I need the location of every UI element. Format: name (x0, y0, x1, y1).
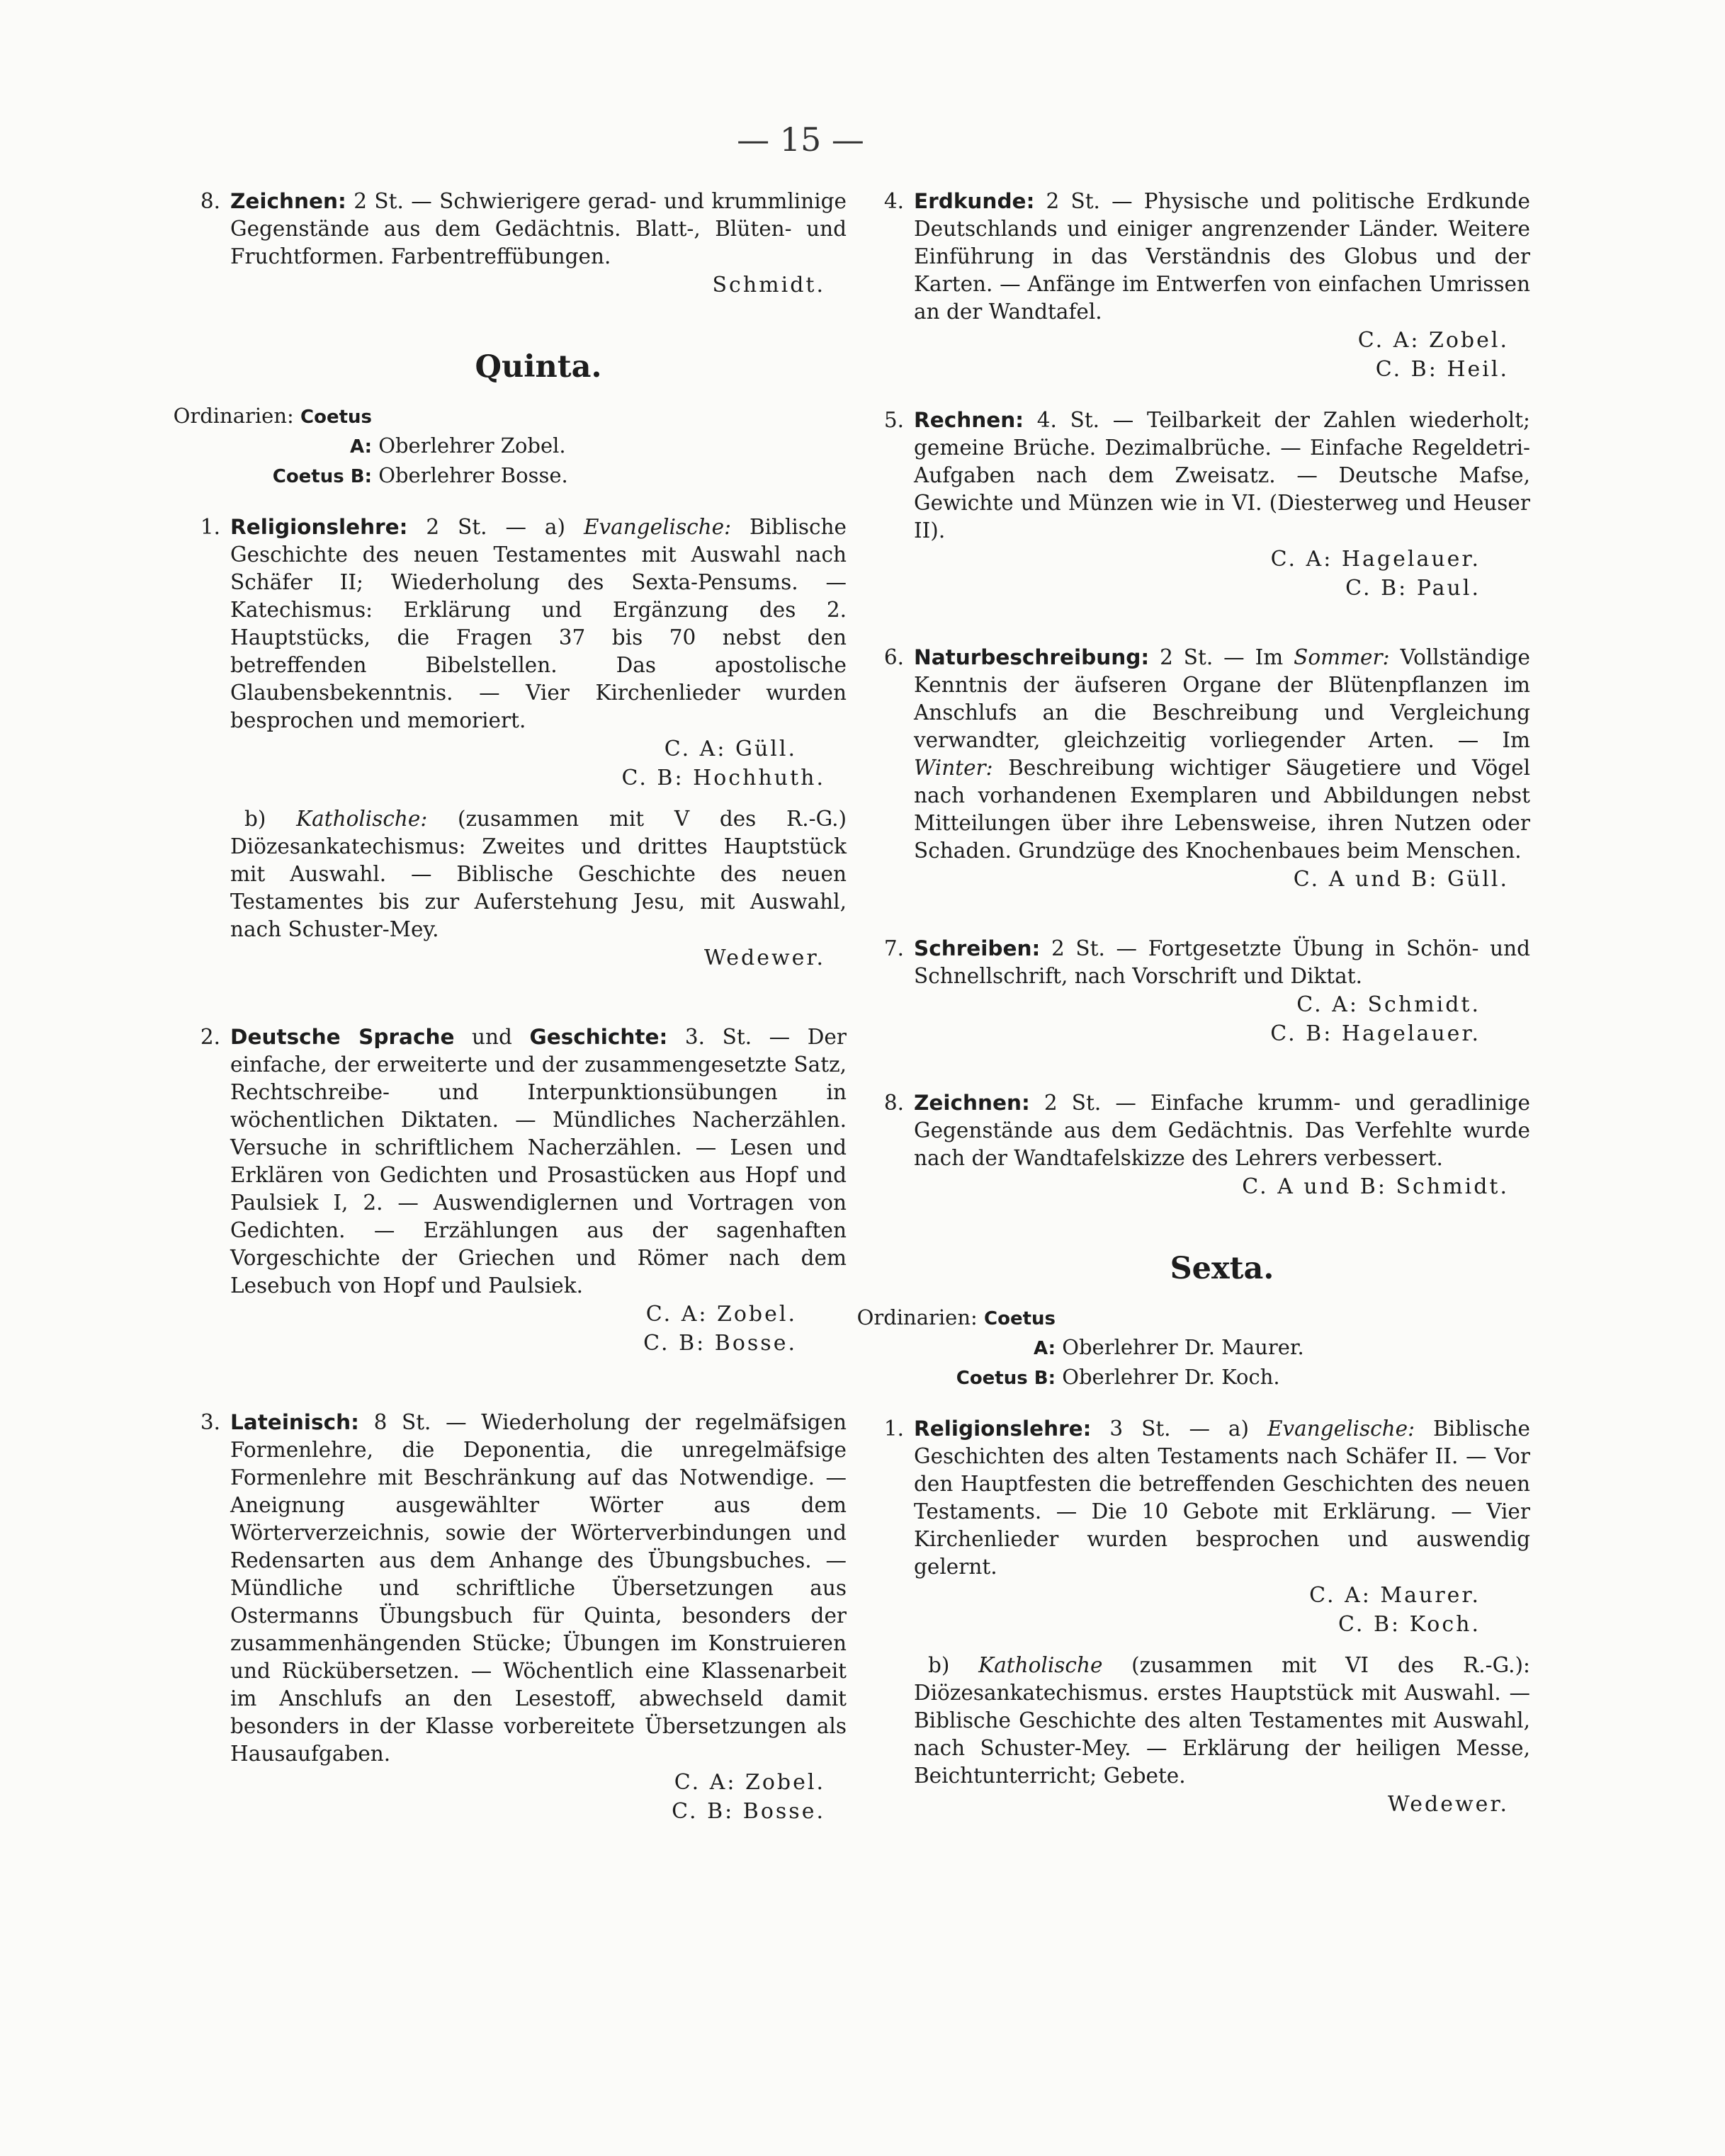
section-number: 7. (883, 936, 904, 960)
ordinarien-label: Ordinarien: (856, 1305, 978, 1329)
teacher-b: C. B: Heil. (1375, 357, 1509, 382)
section-text: 8 St. — Wiederholung der regelmäfsigen Formenlehre, die Deponentia, die unregelmäfsige Formenlehre mit Beschränkung auf das Notwendige. — Aneignung ausgewählter Wörter aus dem Wörterverzeichnis, sowie der Wörterverbindungen und Redensarten aus dem Anhange des Übungsbuches. — Mündliche und schriftliche Übersetzungen aus Ostermanns Übungsbuch für Quinta, besonders der zusammenhängenden Stücke; Übungen im Konstruieren und Rückübersetzen. — Wöchentlich eine Klassenarbeit im Anschlufs an den Lesestoff, abwechseld damit besonders in der Klasse vorbereitete Übersetzungen als Hausaufgaben. (230, 1410, 847, 1766)
section-title: Naturbeschreibung: (914, 645, 1150, 669)
section-title: Rechnen: (914, 408, 1024, 432)
section-number: 1. (200, 515, 220, 539)
section-text: Biblische Geschichten des alten Testaments nach Schäfer II. — Vor den Hauptfesten die betreffenden Geschichten des neuen Testaments. — Die 10 Gebote mit Erklärung. — Vier Kirchenlieder wurden besprochen und auswendig gelernt. (914, 1417, 1530, 1579)
teacher-c: Wedewer. (1387, 1792, 1509, 1817)
teacher: C. A und B: Güll. (1293, 867, 1509, 892)
section-text-1: Vollständige Kenntnis der äufseren Organe der Blütenpflanzen im Anschlufs an die Beschreibung und Vergleichung verwandter, gleichzeitig vorliegender Arten. — Im (914, 645, 1530, 752)
teacher-b: C. B: Paul. (1345, 576, 1481, 601)
section-text: 2 St. — Fortgesetzte Übung in Schön- und Schnellschrift, nach Vorschrift und Diktat. (914, 936, 1530, 988)
section-number: 8. (200, 189, 220, 213)
section-number: 1. (883, 1417, 904, 1441)
section-title: Lateinisch: (230, 1410, 359, 1434)
right-column (850, 188, 1530, 1819)
section-text-2: Beschreibung wichtiger Säugetiere und Vögel nach vorhandenen Exemplaren und Abbildungen nebst Mitteilungen über ihre Lebensweise, ihren Nutzen oder Schaden. Grundzüge des Knochenbaues beim Menschen. (914, 756, 1530, 863)
katholische-label: Katholische: (296, 807, 428, 831)
section-prefix: b) (244, 807, 266, 831)
section-title: Deutsche Sprache (230, 1025, 455, 1049)
section-text: 2 St. — Schwierigere gerad- und krummlinige Gegenstände aus dem Gedächtnis. Blatt-, Blüten- und Fruchtformen. Farbentreffübungen. (230, 189, 847, 268)
section-prefix: 3 St. — a) (1109, 1417, 1250, 1441)
section-und: und (472, 1025, 512, 1049)
evangelische-label: Evangelische: (583, 515, 732, 539)
teacher-c: Wedewer. (703, 946, 825, 970)
section-prefix: b) (928, 1653, 950, 1677)
katholisch-subsection (230, 805, 847, 943)
section-number: 3. (200, 1410, 220, 1434)
teacher-b: C. B: Bosse. (672, 1799, 825, 1824)
quarta-zeichnen-section (166, 188, 847, 300)
teacher-a: C. A: Zobel. (1357, 328, 1509, 353)
ordinarien-row-a (166, 402, 847, 461)
ordinarien-label: Ordinarien: (173, 404, 294, 428)
section-text: (zusammen mit VI des R.-G.): Diözesankatechismus. erstes Hauptstück mit Auswahl. — Biblische Geschichte des alten Testamentes mit Auswahl, nach Schuster-Mey. — Erklärung der heiligen Messe, Beichtunterricht; Gebete. (914, 1653, 1530, 1788)
coetus-b-teacher: Oberlehrer Bosse. (378, 463, 568, 487)
sexta-religion-section (850, 1415, 1530, 1819)
teacher-b: C. B: Bosse. (643, 1331, 797, 1356)
evangelische-label: Evangelische: (1267, 1417, 1415, 1441)
teacher: C. A und B: Schmidt. (1242, 1174, 1509, 1199)
sexta-ordinarien (850, 1303, 1530, 1392)
teacher-a: C. A: Zobel. (645, 1302, 797, 1327)
section-number: 5. (883, 408, 904, 432)
coetus-b-teacher: Oberlehrer Dr. Koch. (1062, 1365, 1280, 1389)
ordinarien-row-b (850, 1363, 1530, 1392)
winter-label: Winter: (914, 756, 993, 780)
section-title: Zeichnen: (230, 189, 346, 213)
section-number: 6. (883, 645, 904, 669)
teacher-b: C. B: Koch. (1338, 1612, 1481, 1637)
teacher-a: C. A: Schmidt. (1296, 992, 1481, 1017)
katholisch-subsection (914, 1652, 1530, 1790)
quinta-erdkunde-section (850, 188, 1530, 384)
quinta-natur-section (850, 644, 1530, 894)
teacher-b: C. B: Hochhuth. (621, 766, 825, 790)
section-number: 2. (200, 1025, 220, 1049)
section-text: 2 St. — Einfache krumm- und geradlinige Gegenstände aus dem Gedächtnis. Das Verfehlte wurde nach der Wandtafelskizze des Lehrers verbessert. (914, 1091, 1530, 1170)
section-text: Biblische Geschichte des neuen Testamentes mit Auswahl nach Schäfer II; Wiederholung des Sexta-Pensums. — Katechismus: Erklärung und Ergänzung des 2. Hauptstücks, die Fragen 37 bis 70 nebst den betreffenden Bibelstellen. Das apostolische Glaubensbekenntnis. — Vier Kirchenlieder wurden besprochen und memoriert. (230, 515, 847, 732)
coetus-b-label: Coetus B: (956, 1368, 1056, 1389)
quinta-heading: Quinta. (475, 349, 602, 385)
section-text: (zusammen mit V des R.-G.) Diözesankatechismus: Zweites und drittes Hauptstück mit Auswahl. — Biblische Geschichte des neuen Testamentes bis zur Auferstehung Jesu, mit Auswahl, nach Schuster-Mey. (230, 807, 847, 941)
section-number: 8. (883, 1091, 904, 1115)
sommer-label: Sommer: (1294, 645, 1390, 669)
coetus-a-label: Coetus A: (300, 407, 372, 458)
left-column (166, 188, 847, 1826)
section-title: Schreiben: (914, 936, 1041, 960)
quinta-deutsch-section (166, 1023, 847, 1358)
quinta-latein-section (166, 1409, 847, 1826)
coetus-a-teacher: Oberlehrer Dr. Maurer. (1062, 1335, 1304, 1359)
page-number: — 15 — (737, 120, 864, 159)
quinta-religion-section (166, 514, 847, 972)
section-title: Zeichnen: (914, 1091, 1030, 1115)
section-title: Religionslehre: (914, 1417, 1092, 1441)
section-title: Erdkunde: (914, 189, 1035, 213)
section-text: 3. St. — Der einfache, der erweiterte und der zusammengesetzte Satz, Rechtschreibe- und Interpunktionsübungen in wöchentlichen Diktaten. — Mündliches Nacherzählen. Versuche in schriftlichem Nacherzählen. — Lesen und Erklären von Gedichten und Prosastücken aus Hopf und Paulsiek I, 2. — Auswendiglernen und Vortragen von Gedichten. — Erzählungen aus der sagenhaften Vorgeschichte der Griechen und Römer nach dem Lesebuch von Hopf und Paulsiek. (230, 1025, 847, 1298)
section-title-2: Geschichte: (529, 1025, 668, 1049)
quinta-ordinarien (166, 402, 847, 491)
section-text: 2 St. — Physische und politische Erdkunde Deutschlands und einiger angrenzender Länder. Weitere Einführung in das Verständnis des Globus und der Karten. — Anfänge im Entwerfen von einfachen Umrissen an der Wandtafel. (914, 189, 1530, 324)
coetus-a-teacher: Oberlehrer Zobel. (378, 433, 566, 458)
ordinarien-row-a (850, 1303, 1530, 1363)
quinta-schreiben-section (850, 935, 1530, 1048)
teacher-b: C. B: Hagelauer. (1270, 1021, 1481, 1046)
katholische-label: Katholische (978, 1653, 1103, 1677)
teacher-a: C. A: Güll. (664, 737, 797, 761)
coetus-b-label: Coetus B: (272, 466, 372, 487)
section-text: 4. St. — Teilbarkeit der Zahlen wiederholt; gemeine Brüche. Dezimalbrüche. — Einfache Regeldetri-Aufgaben nach dem Zweisatz. — Deutsche Mafse, Gewichte und Münzen wie in VI. (Diesterweg und Heuser II). (914, 408, 1530, 543)
quinta-rechnen-section (850, 407, 1530, 603)
sexta-heading: Sexta. (1170, 1251, 1274, 1286)
teacher-a: C. A: Zobel. (674, 1770, 825, 1795)
teacher: Schmidt. (712, 273, 825, 297)
teacher-a: C. A: Maurer. (1309, 1583, 1481, 1608)
teacher-a: C. A: Hagelauer. (1270, 547, 1481, 572)
ordinarien-row-b (166, 461, 847, 491)
coetus-a-label: Coetus A: (984, 1308, 1056, 1359)
quinta-zeichnen-section (850, 1089, 1530, 1201)
section-prefix: 2 St. — a) (426, 515, 566, 539)
section-number: 4. (883, 189, 904, 213)
section-prefix: 2 St. — Im (1160, 645, 1284, 669)
section-title: Religionslehre: (230, 515, 408, 539)
